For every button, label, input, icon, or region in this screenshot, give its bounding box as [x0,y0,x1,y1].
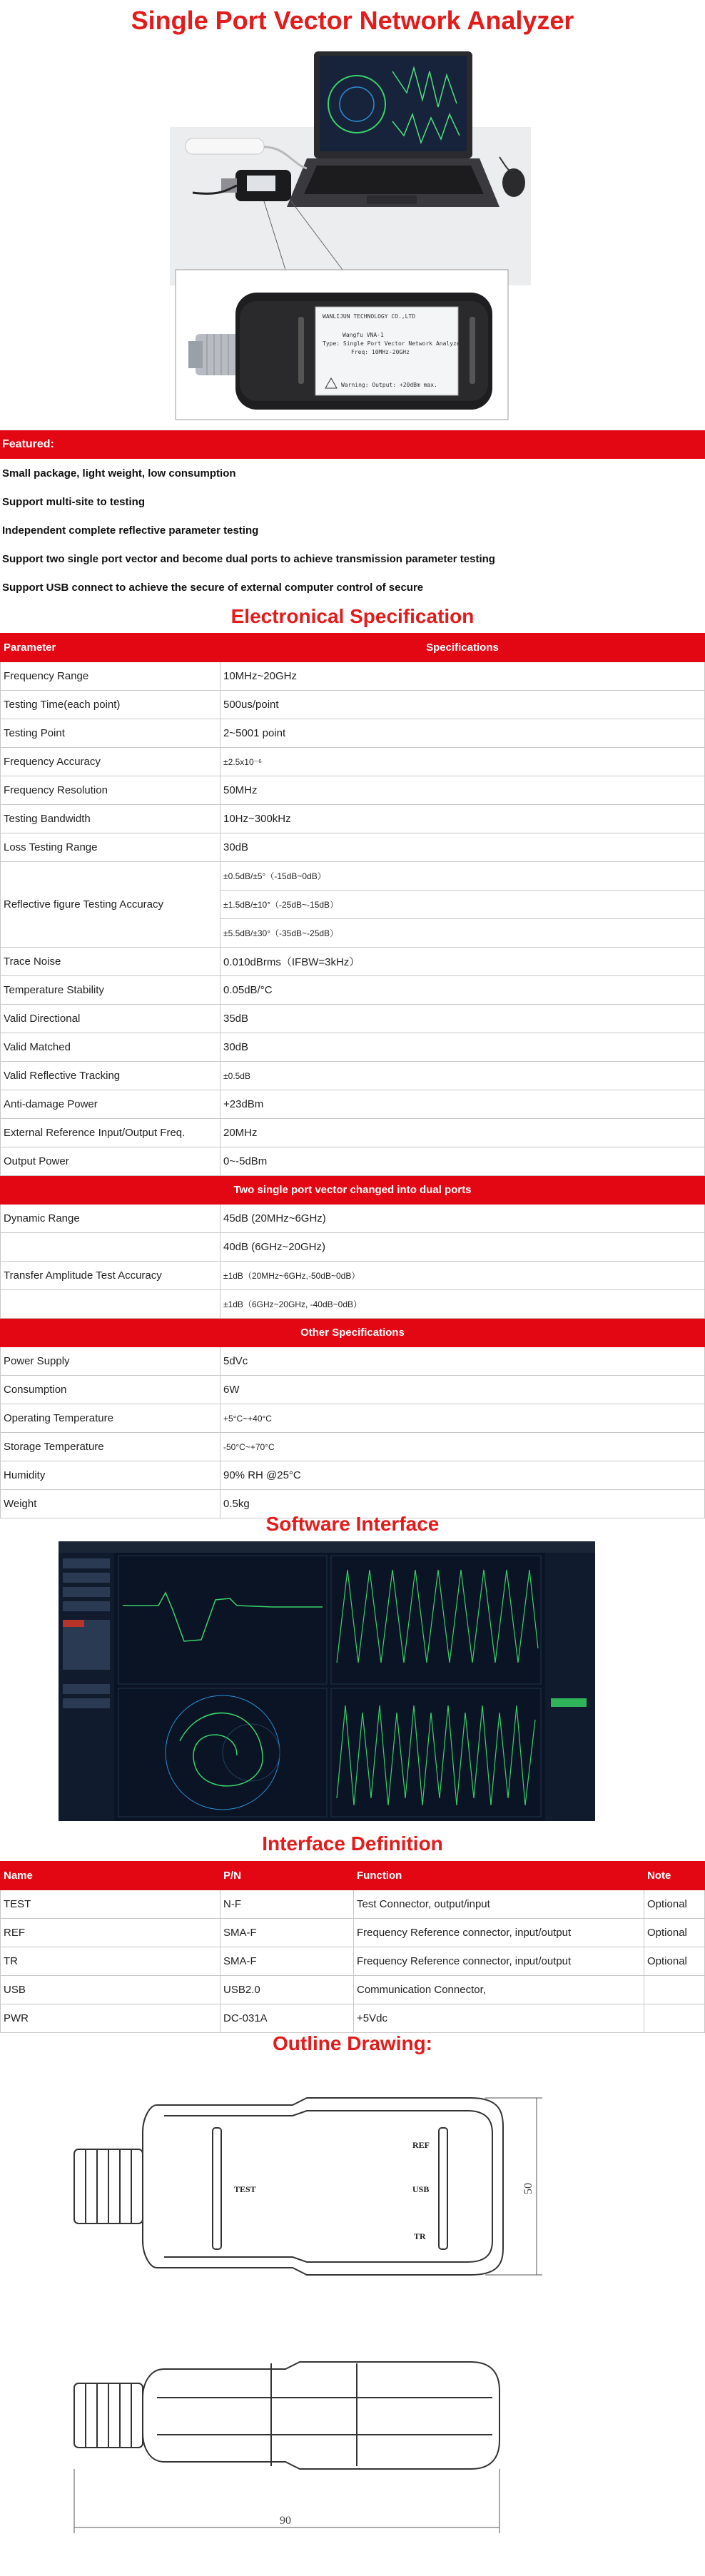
table-row: Frequency Accuracy ±2.5x10⁻⁶ [1,748,705,776]
device-screen-warning: Warning: Output: +20dBm max. [341,382,437,388]
table-row: Testing Bandwidth 10Hz~300kHz [1,805,705,833]
table-row: TR SMA-F Frequency Reference connector, input/output Optional [1,1947,705,1976]
feature-item: Independent complete reflective parameter testing [2,524,259,537]
dim-width: 90 [280,2515,291,2527]
device-screen-line4: Freq: 10MHz-20GHz [351,349,410,355]
device-screen-line1: WANLIJUN TECHNOLOGY CO.,LTD [323,313,416,320]
device-screen-line3: Type: Single Port Vector Network Analyzer [323,340,464,347]
table-row: Power Supply 5dVc [1,1347,705,1376]
product-photo [164,43,535,450]
software-heading: Software Interface [265,1513,440,1535]
col-parameter: Parameter [1,634,220,662]
table-row: Valid Matched 30dB [1,1033,705,1062]
table-row: Output Power 0~-5dBm [1,1147,705,1176]
outline-heading: Outline Drawing: [273,2032,432,2054]
label-test: TEST [234,2184,256,2194]
table-row: USB USB2.0 Communication Connector, [1,1976,705,2004]
interface-heading: Interface Definition [262,1832,443,1855]
table-row: Anti-damage Power +23dBm [1,1090,705,1119]
table-row: Valid Reflective Tracking ±0.5dB [1,1062,705,1090]
table-row: Temperature Stability 0.05dB/°C [1,976,705,1005]
table-row: PWR DC-031A +5Vdc [1,2004,705,2033]
table-row: Reflective figure Testing Accuracy ±0.5dB/±5°（-15dB~0dB） [1,862,705,891]
spec-table [0,633,705,1518]
feature-item: Support USB connect to achieve the secure of external computer control of secure [2,582,424,594]
software-screenshot [59,1541,595,1821]
device-screen-line2: Wangfu VNA-1 [343,332,384,338]
table-row: Dynamic Range 45dB (20MHz~6GHz) [1,1205,705,1233]
other-spec-heading: Other Specifications [1,1319,705,1347]
table-row: Storage Temperature -50°C~+70°C [1,1433,705,1461]
table-row: Humidity 90% RH @25°C [1,1461,705,1490]
col-pn: P/N [220,1862,354,1890]
table-row: Frequency Resolution 50MHz [1,776,705,805]
table-row: Transfer Amplitude Test Accuracy ±1dB（20MHz~6GHz,-50dB~0dB） [1,1262,705,1290]
table-row: Testing Time(each point) 500us/point [1,691,705,719]
feature-item: Small package, light weight, low consumption [2,467,236,480]
table-row: External Reference Input/Output Freq. 20MHz [1,1119,705,1147]
table-row: Trace Noise 0.010dBrms（IFBW=3kHz） [1,948,705,976]
table-row: 40dB (6GHz~20GHz) [1,1233,705,1262]
label-ref: REF [412,2140,430,2150]
table-row: Consumption 6W [1,1376,705,1404]
page-title: Single Port Vector Network Analyzer [131,6,574,35]
features-heading: Featured: [0,430,705,459]
dual-ports-heading: Two single port vector changed into dual ports [1,1176,705,1205]
label-usb: USB [412,2184,430,2194]
table-row: Testing Point 2~5001 point [1,719,705,748]
table-row: ±1.5dB/±10°（-25dB~-15dB） [1,891,705,919]
spec-heading: Electronical Specification [230,605,475,627]
feature-item: Support two single port vector and become dual ports to achieve transmission parameter testing [2,553,495,565]
label-tr: TR [414,2231,426,2241]
interface-table [0,1861,705,2033]
col-specifications: Specifications [220,634,705,662]
table-row: TEST N-F Test Connector, output/input Optional [1,1890,705,1919]
col-function: Function [354,1862,644,1890]
table-row: Loss Testing Range 30dB [1,833,705,862]
table-row: Frequency Range 10MHz~20GHz [1,662,705,691]
table-row: Valid Directional 35dB [1,1005,705,1033]
feature-item: Support multi-site to testing [2,496,145,508]
outline-drawing [57,2069,571,2562]
table-row: ±1dB（6GHz~20GHz, -40dB~0dB） [1,1290,705,1319]
table-row: Weight 0.5kg [1,1490,705,1518]
table-row: ±5.5dB/±30°（-35dB~-25dB） [1,919,705,948]
col-note: Note [644,1862,705,1890]
table-row: Operating Temperature +5°C~+40°C [1,1404,705,1433]
col-name: Name [1,1862,220,1890]
table-row: REF SMA-F Frequency Reference connector, input/output Optional [1,1919,705,1947]
dim-height: 50 [522,2183,534,2194]
